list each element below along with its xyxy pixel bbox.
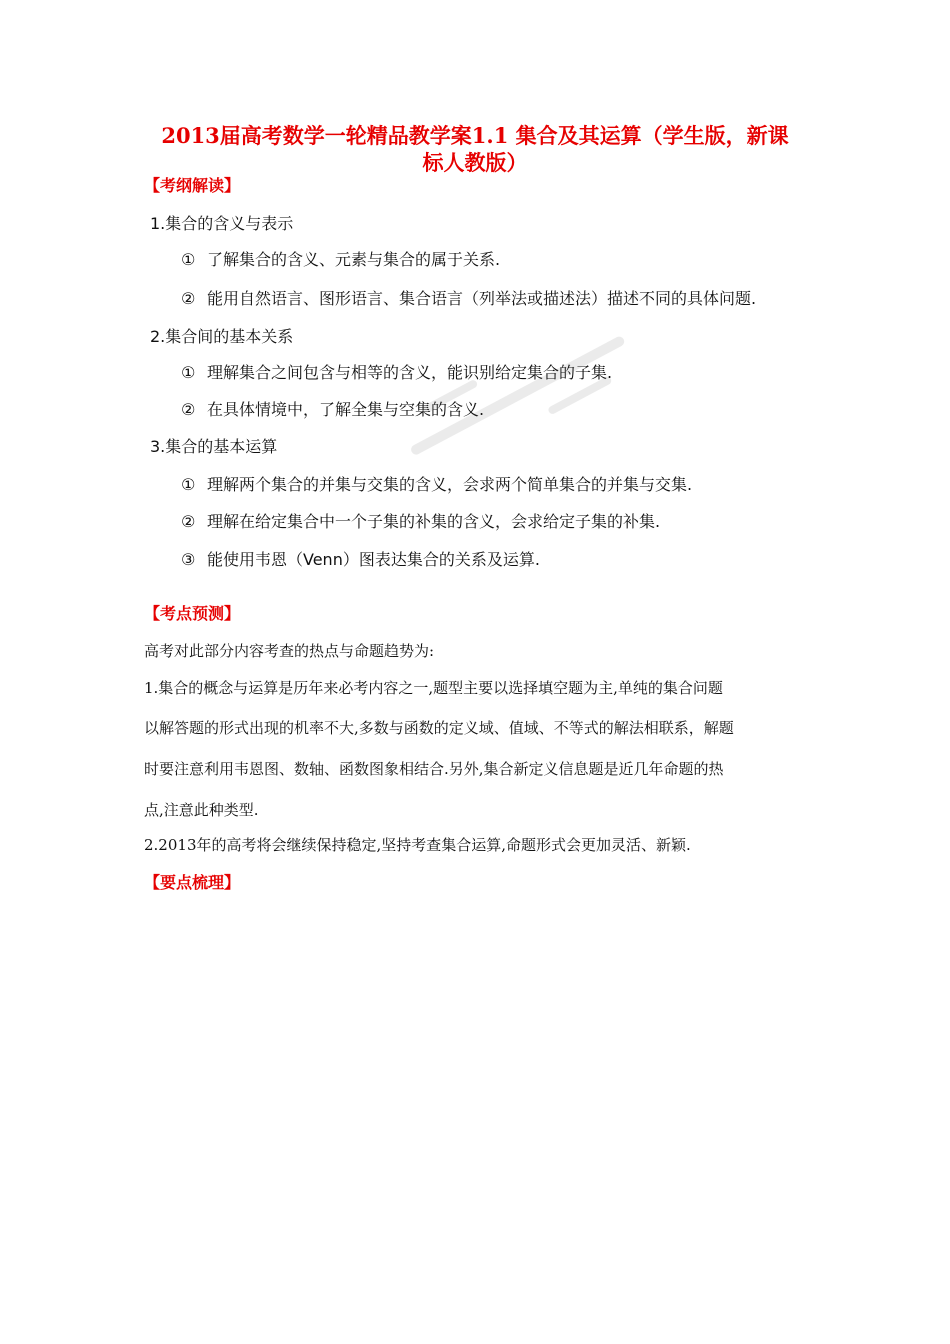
forecast-paragraph-line: 点,注意此种类型. xyxy=(144,801,259,819)
item-number: ① xyxy=(181,250,196,269)
section-review-tag: 【要点梳理】 xyxy=(144,873,241,892)
outline-item xyxy=(181,250,500,270)
section-outline-tag: 【考纲解读】 xyxy=(144,176,241,195)
item-text: 能使用韦恩（Venn）图表达集合的关系及运算. xyxy=(207,550,540,569)
item-number: ① xyxy=(181,363,196,382)
forecast-paragraph-line: 以解答题的形式出现的机率不大,多数与函数的定义域、值域、不等式的解法相联系，解题 xyxy=(144,719,734,737)
outline-heading-3: 3.集合的基本运算 xyxy=(150,437,278,456)
forecast-paragraph-line: 时要注意利用韦恩图、数轴、函数图象相结合.另外,集合新定义信息题是近几年命题的热 xyxy=(144,760,724,778)
outline-item xyxy=(181,512,660,532)
item-number: ③ xyxy=(181,550,196,569)
item-text: 在具体情境中，了解全集与空集的含义. xyxy=(207,400,485,419)
document-title xyxy=(120,122,830,176)
forecast-intro: 高考对此部分内容考查的热点与命题趋势为: xyxy=(144,642,435,660)
outline-item xyxy=(181,550,540,570)
item-number: ② xyxy=(181,289,196,308)
item-number: ① xyxy=(181,475,196,494)
item-text: 理解在给定集合中一个子集的补集的含义，会求给定子集的补集. xyxy=(207,512,661,531)
section-forecast-tag: 【考点预测】 xyxy=(144,604,241,623)
item-number: ② xyxy=(181,512,196,531)
item-text: 理解集合之间包含与相等的含义，能识别给定集合的子集. xyxy=(207,363,613,382)
outline-item xyxy=(181,289,756,309)
item-text: 了解集合的含义、元素与集合的属于关系. xyxy=(207,250,501,269)
outline-item xyxy=(181,400,484,420)
item-text: 能用自然语言、图形语言、集合语言（列举法或描述法）描述不同的具体问题. xyxy=(207,289,757,308)
outline-heading-2: 2.集合间的基本关系 xyxy=(150,327,294,346)
outline-item xyxy=(181,363,612,383)
title-line-1: 2013届高考数学一轮精品教学案1.1 集合及其运算（学生版，新课 xyxy=(161,123,789,148)
forecast-paragraph-2: 2.2013年的高考将会继续保持稳定,坚持考查集合运算,命题形式会更加灵活、新颖. xyxy=(144,836,691,854)
item-text: 理解两个集合的并集与交集的含义，会求两个简单集合的并集与交集. xyxy=(207,475,693,494)
outline-item xyxy=(181,475,692,495)
outline-heading-1: 1.集合的含义与表示 xyxy=(150,214,294,233)
item-number: ② xyxy=(181,400,196,419)
forecast-paragraph-line: 1.集合的概念与运算是历年来必考内容之一,题型主要以选择填空题为主,单纯的集合问题 xyxy=(144,679,723,697)
title-line-2: 标人教版） xyxy=(422,150,528,175)
